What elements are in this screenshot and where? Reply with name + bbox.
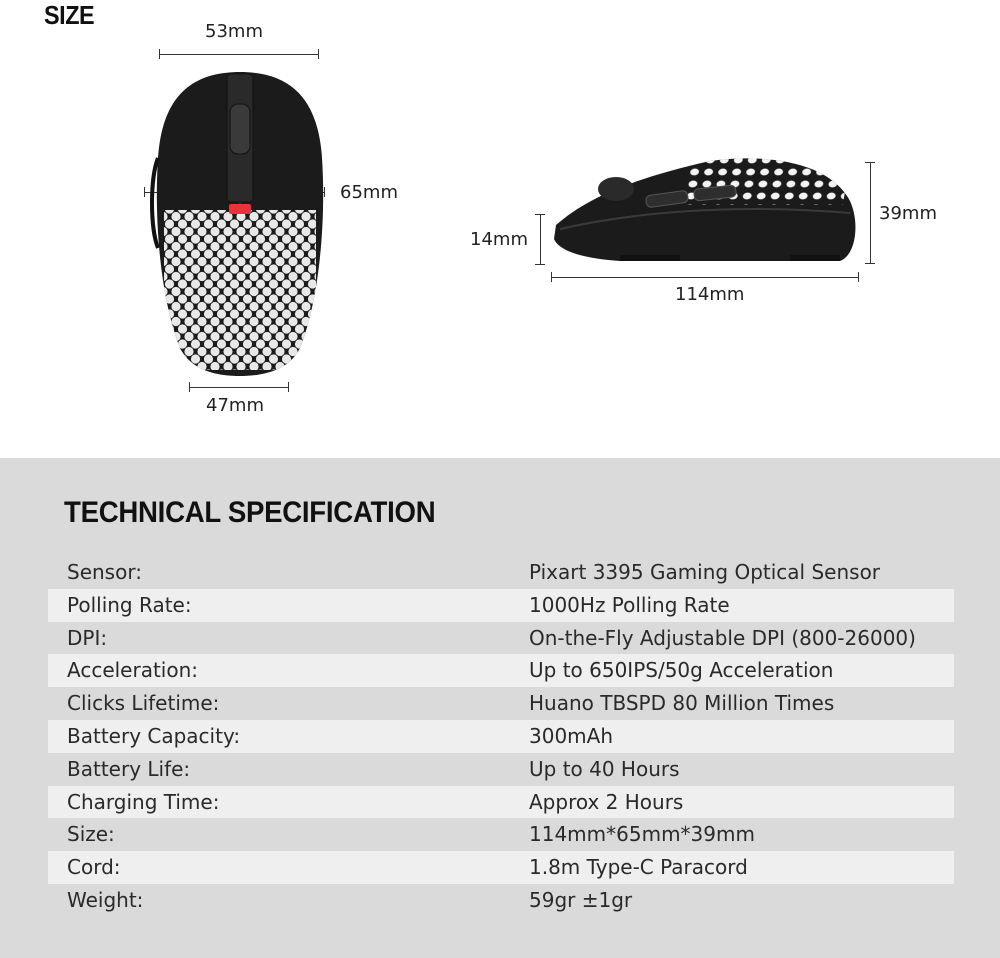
spec-row — [48, 720, 954, 753]
spec-value: 114mm*65mm*39mm — [529, 822, 755, 847]
length-tick-left — [551, 272, 552, 282]
bottom-width-tick-left — [189, 382, 190, 392]
spec-row — [48, 884, 954, 917]
spec-value: Pixart 3395 Gaming Optical Sensor — [529, 560, 881, 584]
front-height-tick-top — [535, 214, 545, 215]
bottom-width-line — [189, 387, 288, 388]
front-height-label: 14mm — [470, 229, 528, 250]
spec-label: Polling Rate: — [67, 592, 192, 617]
height-line — [870, 162, 871, 263]
spec-label: Clicks Lifetime: — [67, 691, 220, 716]
spec-value: Huano TBSPD 80 Million Times — [529, 691, 835, 716]
spec-row — [48, 654, 954, 687]
spec-value: 300mAh — [529, 723, 614, 748]
spec-table — [48, 556, 954, 917]
spec-label: DPI: — [67, 625, 108, 650]
bottom-width-label: 47mm — [206, 395, 264, 416]
spec-value: On-the-Fly Adjustable DPI (800-26000) — [529, 625, 916, 650]
height-tick-bottom — [865, 263, 875, 264]
spec-label: Battery Life: — [67, 756, 191, 781]
spec-row — [48, 851, 954, 884]
spec-row — [48, 687, 954, 720]
bottom-width-tick-right — [288, 382, 289, 392]
spec-section — [0, 458, 1000, 958]
length-tick-right — [858, 272, 859, 282]
length-line — [551, 277, 858, 278]
spec-label: Size: — [67, 822, 115, 847]
top-width-line — [159, 54, 318, 55]
mouse-side-view-image — [550, 155, 860, 265]
spec-label: Weight: — [67, 887, 144, 912]
spec-title: TECHNICAL SPECIFICATION — [64, 496, 436, 529]
spec-value: Approx 2 Hours — [529, 789, 684, 814]
spec-label: Battery Capacity: — [67, 723, 241, 748]
spec-row — [48, 589, 954, 622]
front-height-line — [540, 214, 541, 264]
top-width-label: 53mm — [205, 21, 263, 42]
length-label: 114mm — [675, 284, 745, 305]
spec-label: Acceleration: — [67, 658, 199, 683]
top-width-tick-right — [318, 49, 319, 59]
spec-row — [48, 753, 954, 786]
spec-label: Sensor: — [67, 560, 142, 584]
size-title: SIZE — [44, 0, 95, 30]
spec-row — [48, 556, 954, 589]
height-label: 39mm — [879, 203, 937, 224]
spec-row — [48, 818, 954, 851]
spec-label: Cord: — [67, 855, 121, 880]
spec-label: Charging Time: — [67, 789, 220, 814]
spec-row — [48, 622, 954, 655]
spec-row — [48, 786, 954, 819]
spec-value: Up to 40 Hours — [529, 756, 680, 781]
width-tick-left — [144, 187, 145, 197]
height-tick-top — [865, 162, 875, 163]
spec-value: 1.8m Type-C Paracord — [529, 855, 748, 880]
mouse-top-view-image — [150, 68, 330, 380]
spec-value: 1000Hz Polling Rate — [529, 592, 730, 617]
size-section — [0, 0, 1000, 458]
front-height-tick-bottom — [535, 264, 545, 265]
width-label: 65mm — [340, 182, 398, 203]
spec-value: 59gr ±1gr — [529, 887, 633, 912]
top-width-tick-left — [159, 49, 160, 59]
spec-value: Up to 650IPS/50g Acceleration — [529, 658, 834, 683]
